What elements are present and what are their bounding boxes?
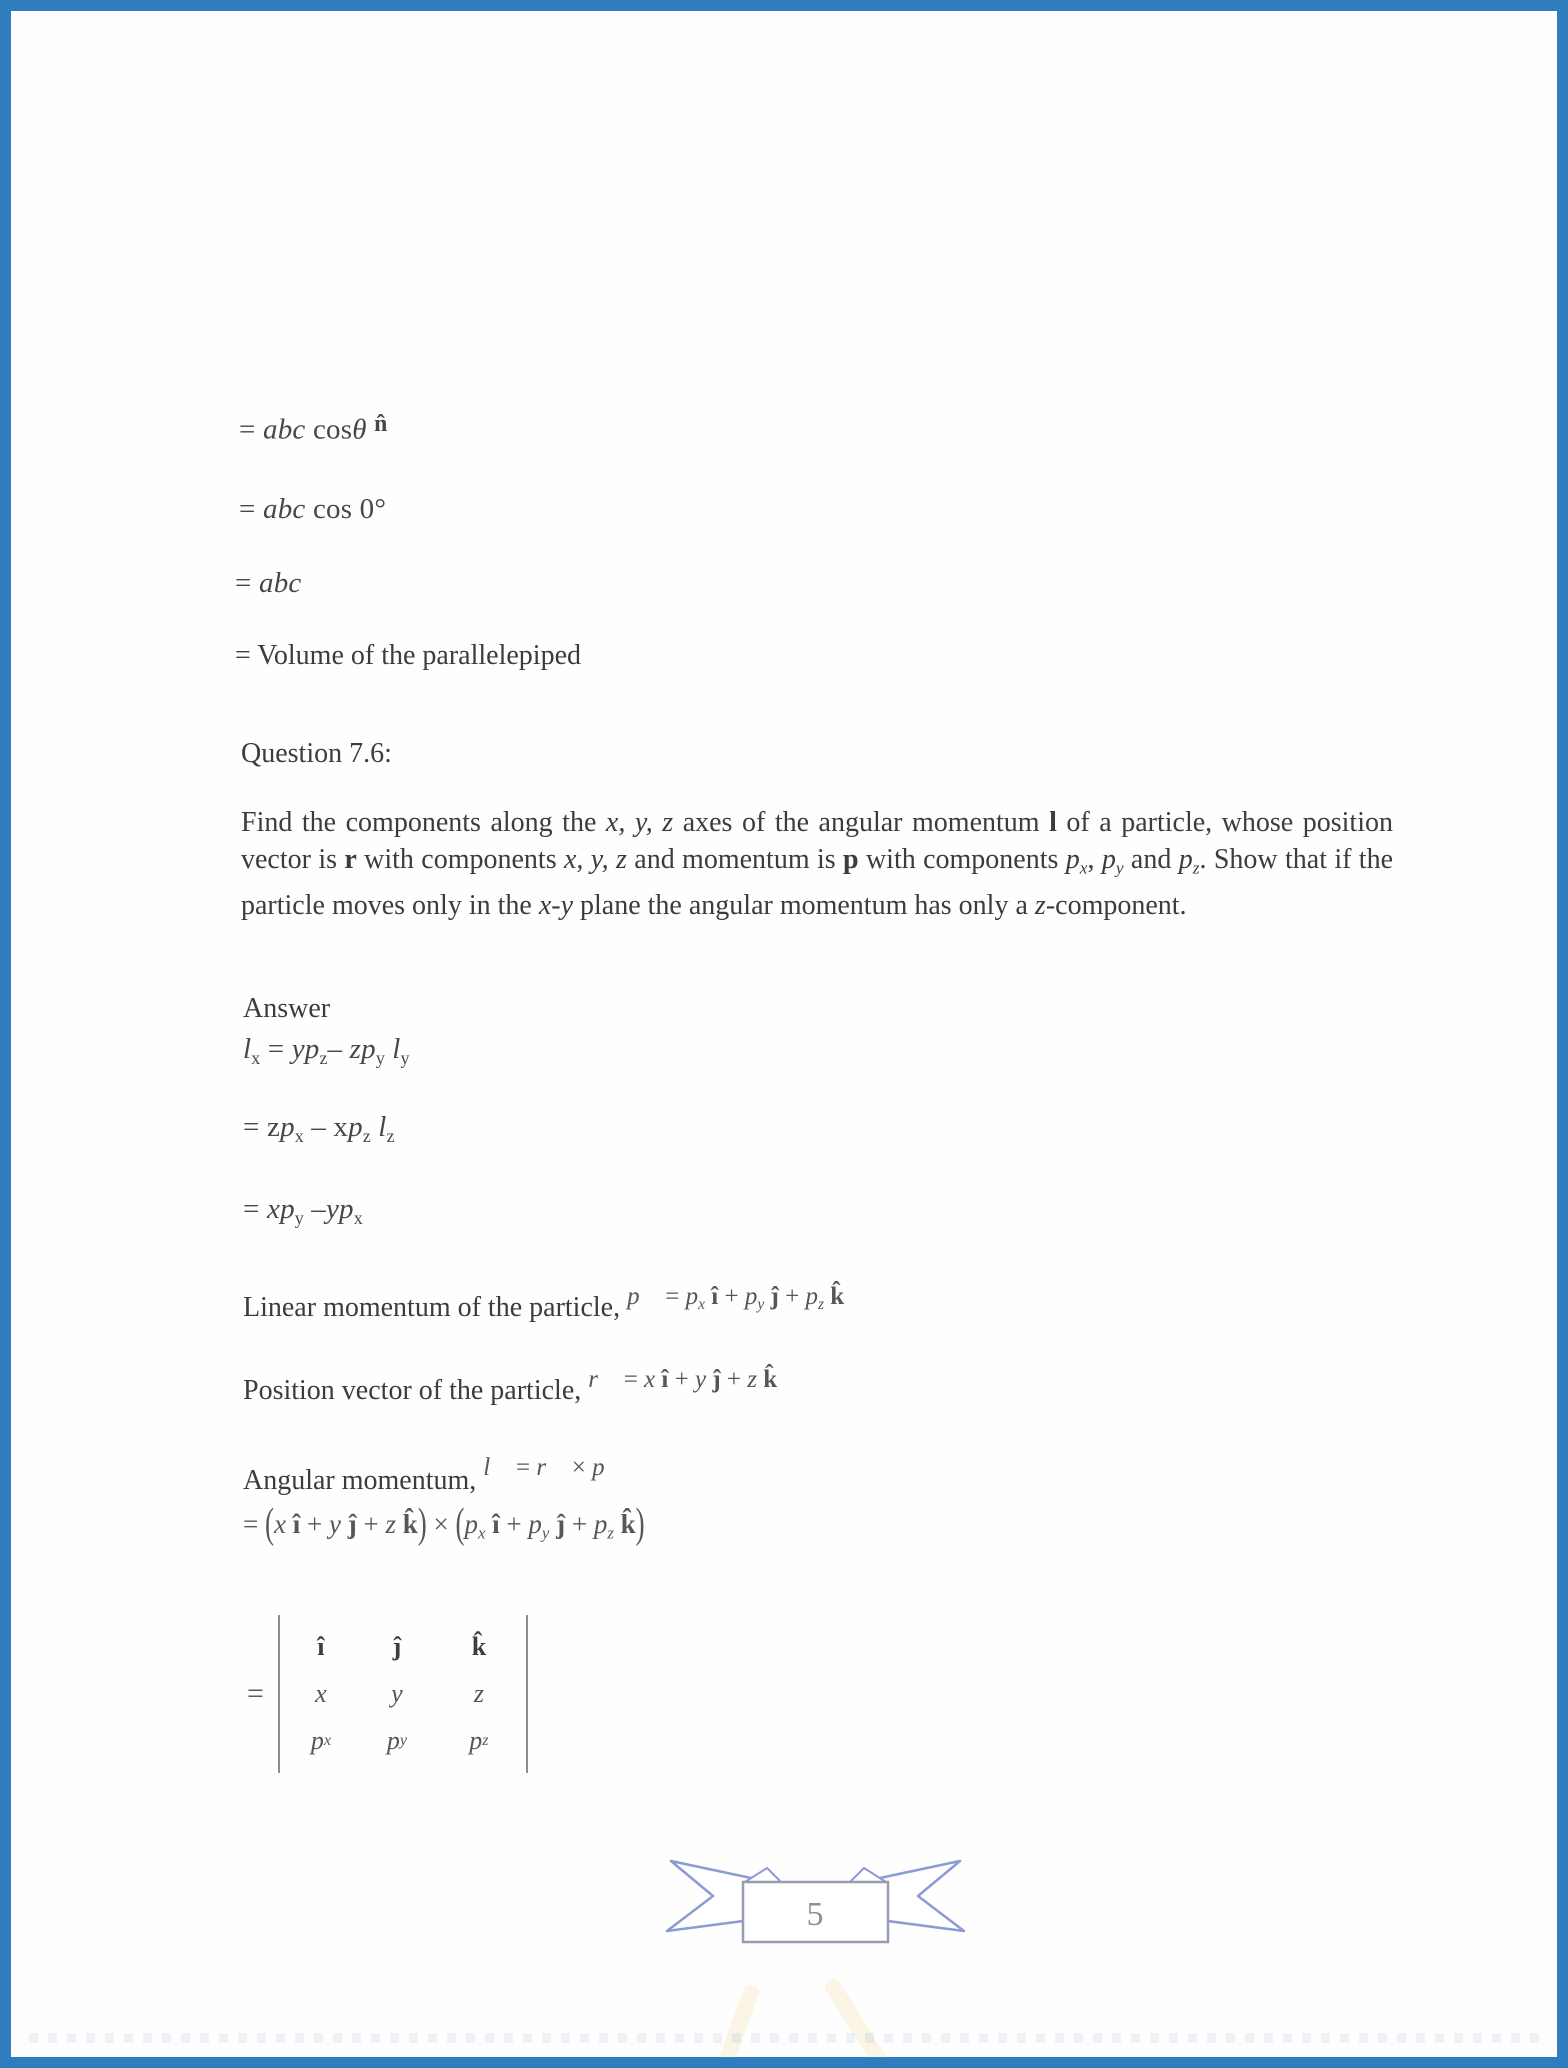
- position-vector-equation: r⃗ = x î + y ĵ + z k̂: [588, 1366, 778, 1393]
- bottom-dash-texture: [29, 2033, 1539, 2043]
- ribbon-right-fold-icon: [850, 1868, 886, 1882]
- equation-abc: = abc: [235, 567, 302, 599]
- scan-watermark: [713, 1983, 761, 2068]
- answer-label: Answer: [243, 993, 331, 1024]
- matrix-cell: y: [391, 1679, 403, 1708]
- matrix-cell: p y: [386, 1726, 407, 1755]
- scan-watermark: [823, 1977, 892, 2068]
- ribbon-left-tail: [667, 1861, 751, 1931]
- position-vector-line: [243, 1366, 778, 1407]
- page-number-ribbon: [653, 1851, 983, 1951]
- cross-product-equation: = (x î + y ĵ + z k̂) × (px î + py ĵ + pz k̂): [243, 1499, 645, 1547]
- linear-momentum-line: [243, 1283, 845, 1326]
- matrix-cell: x: [315, 1679, 327, 1708]
- matrix-cell: p x: [310, 1726, 331, 1755]
- matrix-cell: î: [317, 1632, 325, 1661]
- question-paragraph: Find the components along the x, y, z axes of the angular momentum l of a particle, whose position vector is r with components x, y, z and momentum is p with components px, py and pz. Show that if the particle moves only in the x-y plane the angular momentum has only a z-component.: [241, 807, 1393, 921]
- matrix-cell: z: [473, 1679, 484, 1708]
- equation-ly: = zpx – xpz lz: [243, 1111, 395, 1146]
- equation-lx: lx = ypz– zpy ly: [243, 1033, 410, 1068]
- equation-abc-cos-theta: = abc cosθ $^{n̂}$: [239, 411, 388, 446]
- equation-volume: = Volume of the parallelepiped: [235, 640, 581, 671]
- equation-lz: = xpy –ypx: [243, 1193, 363, 1228]
- matrix-cell: ĵ: [392, 1632, 402, 1661]
- equation-abc-cos-0: = abc cos 0°: [239, 493, 387, 525]
- matrix-cell: k̂: [471, 1632, 487, 1661]
- angular-momentum-label: Angular momentum,: [243, 1465, 477, 1496]
- page-number: 5: [806, 1896, 824, 1933]
- determinant-block: [247, 1615, 528, 1773]
- position-vector-label: Position vector of the particle,: [243, 1375, 582, 1406]
- question-heading: Question 7.6:: [241, 738, 392, 769]
- linear-momentum-label: Linear momentum of the particle,: [243, 1292, 621, 1323]
- angular-momentum-equation: l⃗ = r⃗ × p⃗: [483, 1454, 625, 1481]
- ribbon-right-tail: [880, 1861, 964, 1931]
- matrix-cell: p z: [469, 1726, 489, 1755]
- ribbon-left-fold-icon: [745, 1868, 781, 1882]
- determinant-matrix: [278, 1615, 528, 1773]
- determinant-equals-sign: =: [247, 1677, 264, 1710]
- angular-momentum-line: [243, 1454, 625, 1497]
- linear-momentum-equation: p⃗ = px î + py ĵ + pz k̂: [627, 1283, 845, 1313]
